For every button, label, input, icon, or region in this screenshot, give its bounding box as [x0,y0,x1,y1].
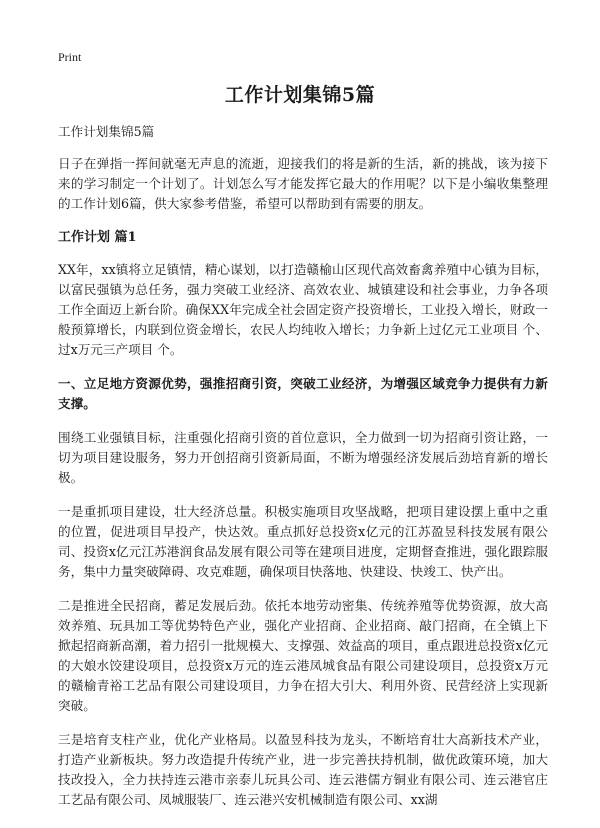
paragraph: 一是重抓项目建设，壮大经济总量。积极实施项目攻坚战略，把项目建设摆上重中之重的位置，促进项目早投产，快达效。重点抓好总投资x亿元的江苏盈昱科技发展有限公司、投资x亿元江苏港润食品发展有限公司等在建项目进度，定期督查推进，强化跟踪服务，集中力量突破障碍、攻克难题，确保项目快落地、快建设、快竣工、快产出。 [58,504,548,579]
bold-subheading: 一、立足地方资源优势，强推招商引资，突破工业经济，为增强区域竞争力提供有力新支撑。 [58,376,548,411]
section-heading: 工作计划 篇1 [58,230,137,245]
paragraph: 三是培育支柱产业，优化产业格局。以盈昱科技为龙头，不断培育壮大高新技术产业，打造产业新板块。努力改造提升传统产业，进一步完善扶持机制，做优政策环境，加大技改投入，全力扶持连云港市亲泰儿玩具公司、连云港儒方铜业有限公司、连云港官庄工艺品有限公司、凤城服装厂、连云港兴安机械制造有限公司、xx湖 [58,732,548,807]
paragraph: XX年，xx镇将立足镇情，精心谋划，以打造赣榆山区现代高效畜禽养殖中心镇为目标，以富民强镇为总任务，强力突破工业经济、高效农业、城镇建设和社会事业，力争各项工作全面迈上新台阶。确保XX年完成全社会固定资产投资增长，工业投入增长，财政一般预算增长，内联到位资金增长，农民人均纯收入增长；力争新上过亿元工业项目 个、过x万元三产项目 个。 [58,262,548,357]
article-subtitle: 工作计划集锦5篇 [58,124,155,139]
paragraph: 围绕工业强镇目标，注重强化招商引资的首位意识，全力做到一切为招商引资让路，一切为项目建设服务，努力开创招商引资新局面，不断为增强经济发展后劲培育新的增长极。 [58,430,548,485]
article-body [58,122,548,824]
paragraph: 二是推进全民招商，蓄足发展后劲。依托本地劳动密集、传统养殖等优势资源，放大高效养殖、玩具加工等优势特色产业，强化产业招商、企业招商、敲门招商，在全镇上下掀起招商新高潮，着力招引一批规模大、支撑强、效益高的项目，重点跟进总投资x亿元的大娘水饺建设项目，总投资x万元的连云港凤城食品有限公司建设项目，总投资x万元的赣榆青裕工艺品有限公司建设项目，力争在招大引大、利用外资、民营经济上实现新突破。 [58,598,548,713]
page-title: 工作计划集锦5篇 [224,84,376,106]
intro-paragraph: 日子在弹指一挥间就毫无声息的流逝，迎接我们的将是新的生活，新的挑战，该为接下来的学习制定一个计划了。计划怎么写才能发挥它最大的作用呢？以下是小编收集整理的工作计划6篇，供大家参考借鉴，希望可以帮助到有需要的朋友。 [58,156,548,211]
print-link[interactable]: Print [58,50,82,64]
